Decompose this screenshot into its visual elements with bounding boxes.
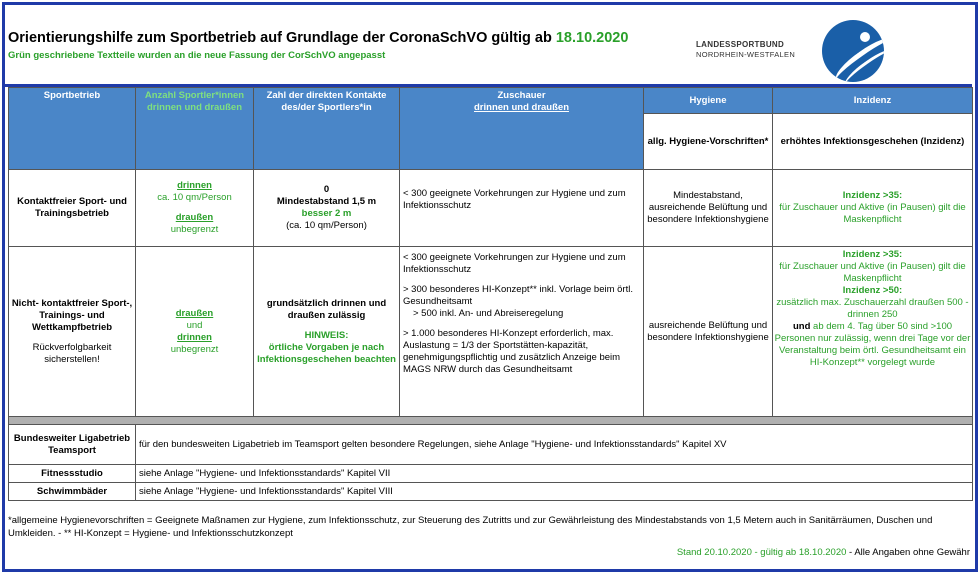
row-text: siehe Anlage "Hygiene- und Infektionsstandards" Kapitel VIII: [136, 483, 973, 501]
inzidenz-cell: Inzidenz >35: für Zuschauer und Aktive (in Pausen) gilt die Maskenpflicht: [773, 170, 973, 247]
row-name: Bundesweiter Ligabetrieb Teamsport: [9, 425, 136, 465]
anzahl-cell: drinnen ca. 10 qm/Person draußen unbegrenzt: [136, 170, 254, 247]
table-row: [9, 425, 973, 465]
col-header-anzahl: Anzahl Sportler*innen drinnen und draußen: [136, 88, 254, 170]
row-text: für den bundesweiten Ligabetrieb im Teamsport gelten besondere Regelungen, siehe Anlage "Hygiene- und Infektionsstandards" Kapitel XV: [136, 425, 973, 465]
zuschauer-cell: < 300 geeignete Vorkehrungen zur Hygiene und zum Infektionsschutz: [400, 170, 644, 247]
col-subheader-inzidenz: erhöhtes Infektionsgeschehen (Inzidenz): [773, 114, 973, 170]
header: [8, 30, 648, 61]
col-header-sportbetrieb: Sportbetrieb: [9, 88, 136, 170]
row-name: Kontaktfreier Sport- und Trainingsbetrieb: [9, 170, 136, 247]
table-row: [9, 483, 973, 501]
spacer-row: [9, 417, 973, 425]
col-header-inzidenz: Inzidenz: [773, 88, 973, 114]
logo-text: LANDESSPORTBUND NORDRHEIN-WESTFALEN: [696, 40, 796, 59]
row-name: Nicht- kontaktfreier Sport-, Trainings- und Wettkampfbetrieb Rückverfolgbarkeit sicherstellen!: [9, 247, 136, 417]
stand-note: Stand 20.10.2020 - gültig ab 18.10.2020 - Alle Angaben ohne Gewähr: [676, 547, 970, 558]
col-subheader-hygiene: allg. Hygiene-Vorschriften*: [644, 114, 773, 170]
table-row: [9, 247, 973, 417]
col-header-kontakte: Zahl der direkten Kontakte des/der Sportlers*in: [254, 88, 400, 170]
rules-table: [8, 87, 973, 501]
hygiene-cell: ausreichende Belüftung und besondere Infektionshygiene: [644, 247, 773, 417]
inzidenz-cell: Inzidenz >35: für Zuschauer und Aktive (in Pausen) gilt die Maskenpflicht Inzidenz >50: zusätzlich max. Zuschauerzahl draußen 500 - drinnen 250 und ab dem 4. Tag über 50 sind >100 Personen nur zulässig, wenn drei Tage vor der Veranstaltung beim örtl. Gesundheitsamt ein HI-Konzept** vorgelegt wurde: [773, 247, 973, 417]
footnote: *allgemeine Hygienevorschriften = Geeignete Maßnamen zur Hygiene, zum Infektionsschutz, zur Steuerung des Zutritts und zur Gewährleistung des Mindestabstands von 1,5 Metern auch in Sanitärräumen, Duschen und Umkleiden. - ** HI-Konzept = Hygiene- und Infektionsschutzkonzept: [8, 515, 933, 539]
row-text: siehe Anlage "Hygiene- und Infektionsstandards" Kapitel VII: [136, 465, 973, 483]
page-title: Orientierungshilfe zum Sportbetrieb auf Grundlage der CoronaSchVO gültig ab 18.10.2020: [8, 30, 629, 46]
hygiene-cell: Mindestabstand, ausreichende Belüftung und besondere Infektionshygiene: [644, 170, 773, 247]
row-name: Schwimmbäder: [9, 483, 136, 501]
row-name: Fitnessstudio: [9, 465, 136, 483]
zuschauer-cell: < 300 geeignete Vorkehrungen zur Hygiene und zum Infektionsschutz > 300 besonderes HI-Konzept** inkl. Vorlage beim örtl. Gesundheitsamt > 500 inkl. An- und Abreiseregelung > 1.000 besonderes HI-Konzept erforderlich, max. Auslastung = 1/3 der Sportstätten-kapazität, genehmigungspflichtig und zusätzlich Anzeige beim MAGS NRW durch das Gesundheitsamt: [400, 247, 644, 417]
table-row: [9, 170, 973, 247]
kontakte-cell: 0 Mindestabstand 1,5 m besser 2 m (ca. 10 qm/Person): [254, 170, 400, 247]
col-header-zuschauer: Zuschauer drinnen und draußen: [400, 88, 644, 170]
logo-icon: [822, 20, 884, 82]
page-subtitle: Grün geschriebene Textteile wurden an die neue Fassung der CorSchVO angepasst: [8, 50, 386, 61]
anzahl-cell: draußen und drinnen unbegrenzt: [136, 247, 254, 417]
kontakte-cell: grundsätzlich drinnen und draußen zulässig HINWEIS: örtliche Vorgaben je nach Infektionsgeschehen beachten: [254, 247, 400, 417]
col-header-hygiene: Hygiene: [644, 88, 773, 114]
table-row: [9, 465, 973, 483]
